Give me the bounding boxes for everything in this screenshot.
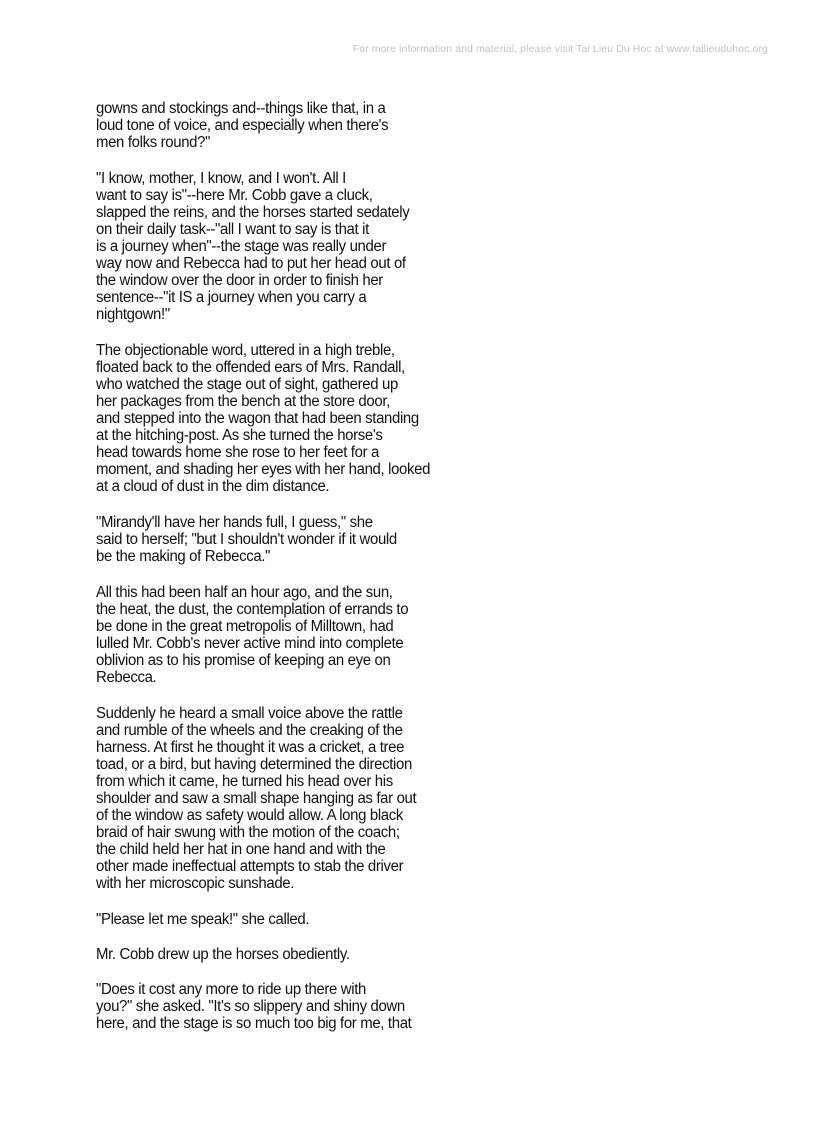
text-line: loud tone of voice, and especially when there's	[96, 117, 389, 134]
text-line: at a cloud of dust in the dim distance.	[96, 478, 330, 495]
text-line: "Mirandy'll have her hands full, I guess," she	[96, 514, 373, 531]
text-line: shoulder and saw a small shape hanging as far out	[96, 790, 417, 807]
text-line: here, and the stage is so much too big for me, that	[96, 1015, 412, 1032]
text-line: the window over the door in order to finish her	[96, 272, 383, 289]
text-line: lulled Mr. Cobb's never active mind into complete	[96, 635, 404, 652]
text-line: Mr. Cobb drew up the horses obediently.	[96, 946, 350, 963]
text-line: Rebecca.	[96, 669, 157, 686]
page-header-note: For more information and material, please visit Tai Lieu Du Hoc at www.tailieuduhoc.org	[352, 43, 768, 55]
text-line: you?" she asked. "It's so slippery and shiny down	[96, 998, 405, 1015]
paragraph	[96, 584, 756, 686]
text-line: be the making of Rebecca."	[96, 548, 271, 565]
text-line: nightgown!"	[96, 306, 170, 323]
text-line: harness. At first he thought it was a cricket, a tree	[96, 739, 405, 756]
text-line: want to say is"--here Mr. Cobb gave a cluck,	[96, 187, 373, 204]
text-line: way now and Rebecca had to put her head out of	[96, 255, 406, 272]
text-line: be done in the great metropolis of Milltown, had	[96, 618, 394, 635]
paragraph	[96, 911, 756, 928]
text-line: her packages from the bench at the store door,	[96, 393, 390, 410]
text-line: sentence--"it IS a journey when you carry a	[96, 289, 367, 306]
text-line: "I know, mother, I know, and I won't. All I	[96, 170, 346, 187]
text-line: other made ineffectual attempts to stab the driver	[96, 858, 404, 875]
text-line: moment, and shading her eyes with her hand, looked	[96, 461, 431, 478]
text-line: head towards home she rose to her feet for a	[96, 444, 379, 461]
text-line: the child held her hat in one hand and with the	[96, 841, 386, 858]
text-line: "Does it cost any more to ride up there with	[96, 981, 367, 998]
text-line: from which it came, he turned his head over his	[96, 773, 393, 790]
text-line: oblivion as to his promise of keeping an eye on	[96, 652, 391, 669]
text-line: on their daily task--"all I want to say is that it	[96, 221, 369, 238]
text-line: slapped the reins, and the horses started sedately	[96, 204, 410, 221]
paragraph	[96, 514, 756, 565]
text-line: toad, or a bird, but having determined the direction	[96, 756, 412, 773]
text-line: and stepped into the wagon that had been standing	[96, 410, 419, 427]
text-line: with her microscopic sunshade.	[96, 875, 295, 892]
text-line: braid of hair swung with the motion of the coach;	[96, 824, 400, 841]
text-line: and rumble of the wheels and the creaking of the	[96, 722, 403, 739]
text-line: floated back to the offended ears of Mrs. Randall,	[96, 359, 405, 376]
paragraph	[96, 981, 756, 1032]
text-line: The objectionable word, uttered in a high treble,	[96, 342, 395, 359]
text-line: at the hitching-post. As she turned the horse's	[96, 427, 383, 444]
text-line: who watched the stage out of sight, gathered up	[96, 376, 398, 393]
text-line: men folks round?"	[96, 134, 211, 151]
paragraph	[96, 170, 756, 323]
text-line: All this had been half an hour ago, and the sun,	[96, 584, 393, 601]
page-body	[96, 100, 776, 1051]
text-line: gowns and stockings and--things like that, in a	[96, 100, 386, 117]
text-line: is a journey when"--the stage was really under	[96, 238, 387, 255]
text-line: of the window as safety would allow. A long black	[96, 807, 404, 824]
text-line: "Please let me speak!" she called.	[96, 911, 310, 928]
paragraph	[96, 100, 756, 151]
text-line: Suddenly he heard a small voice above the rattle	[96, 705, 403, 722]
text-line: the heat, the dust, the contemplation of errands to	[96, 601, 409, 618]
paragraph	[96, 946, 756, 963]
text-line: said to herself; "but I shouldn't wonder if it would	[96, 531, 397, 548]
paragraph	[96, 705, 756, 892]
paragraph	[96, 342, 756, 495]
